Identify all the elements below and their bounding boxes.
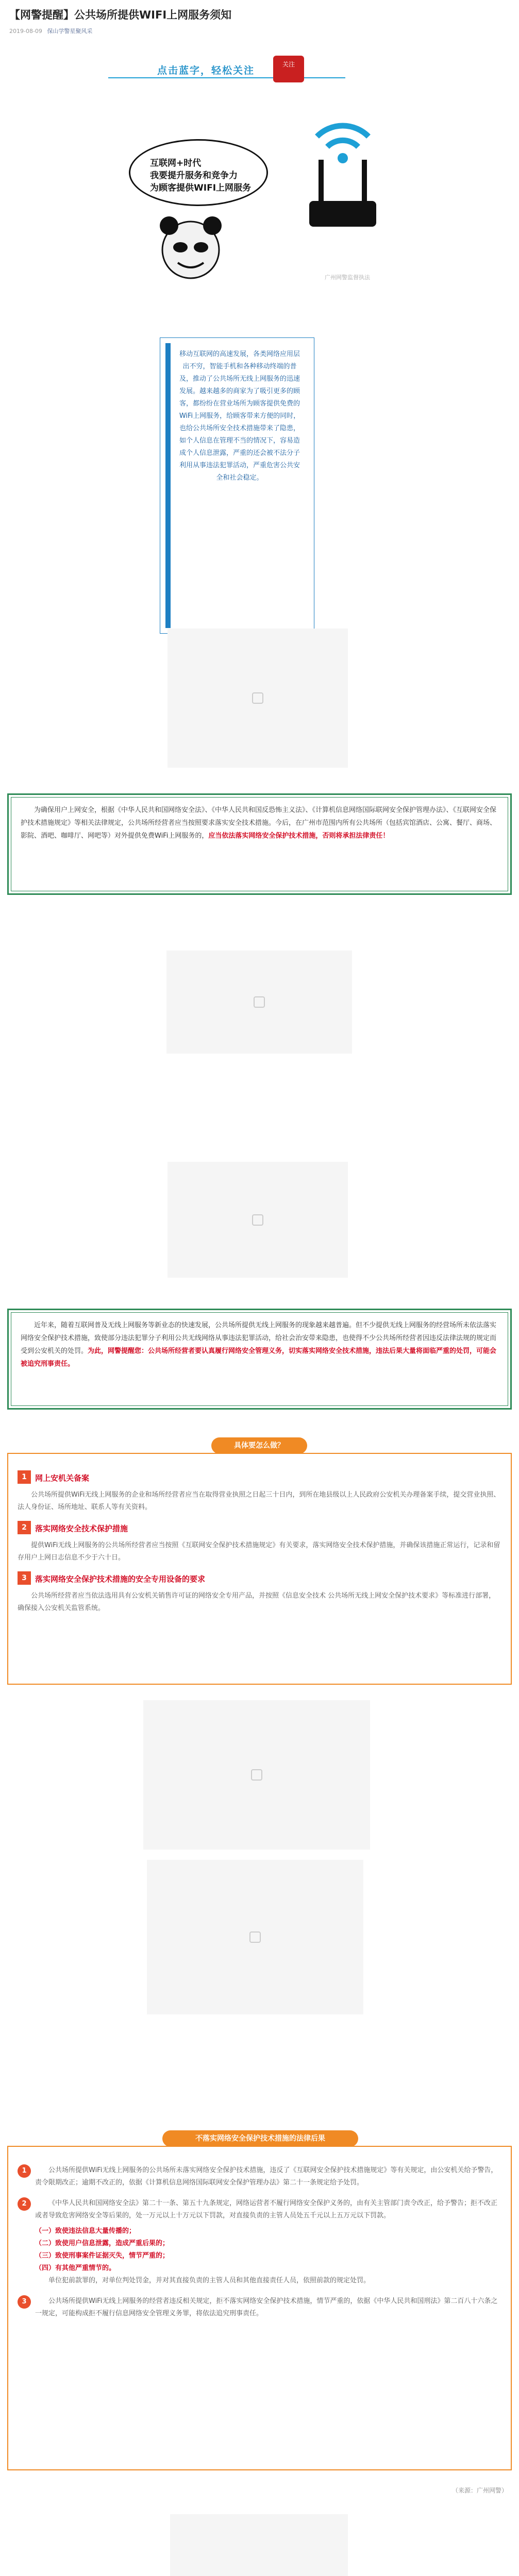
hero-image [124, 93, 423, 289]
wifi-icon [309, 108, 376, 165]
law-item-1 [18, 2164, 501, 2189]
image-icon [252, 1214, 263, 1226]
step-label-2: 落实网络安全技术保护措施 [35, 1524, 128, 1533]
qr-code-image [170, 2514, 348, 2576]
step-label-1: 网上安机关备案 [35, 1473, 90, 1483]
notice-1-body: 为确保用户上网安全，根据《中华人民共和国网络安全法》、《中华人民共和国反恐怖主义法》、《计算机信息网络国际联网安全保护管理办法》、《互联网安全保护技术措施规定》等相关法律规定，公共场所经营者应当按照要求落实安全技术措施。今后，在广州市范围内所有公共场所（包括宾馆酒店、公寓、餐厅、商场、影院、酒吧、咖啡厅、网吧等）对外提供免费WiFi上网服务的， [21, 806, 497, 840]
router-icon [309, 201, 376, 227]
law-text-1: 公共场所提供WiFi无线上网服务的公共场所未落实网络安全保护技术措施，违反了《互联网安全保护技术措施规定》等有关规定，由公安机关给予警告，责令限期改正；逾期不改正的，依据《计算机信息网络国际联网安全保护管理办法》第二十一条规定给予处罚。 [35, 2166, 498, 2187]
notice-1-text [21, 804, 498, 842]
follow-tag [273, 56, 304, 82]
image-placeholder [168, 1162, 348, 1278]
router-antenna-right [362, 160, 367, 206]
image-icon [251, 1769, 262, 1781]
image-icon [254, 996, 265, 1008]
section-steps-header: 具体要怎么做？ [211, 1437, 307, 1454]
notice-box-1 [7, 793, 512, 895]
law-number-3: 3 [18, 2295, 31, 2309]
article-meta [9, 27, 92, 35]
intro-box [160, 337, 314, 634]
bubble-line-1: 互联网+时代 [150, 158, 202, 168]
notice-2-highlight: 为此，网警提醒您：公共场所经营者要认真履行网络安全管理义务，切实落实网络安全技术措施，违法后果大量将面临严重的处罚，可能会被追究刑事责任。 [21, 1347, 497, 1368]
law-number-2: 2 [18, 2197, 31, 2211]
notice-box-2 [7, 1309, 512, 1410]
page-title: 【网警提醒】公共场所提供WIFI上网服务须知 [9, 9, 232, 21]
law-text-2-after: 单位犯前款罪的，对单位判处罚金，并对其直接负责的主管人员和其他直接责任人员，依照前款的规定处罚。 [48, 2277, 371, 2284]
law-number-1: 1 [18, 2164, 31, 2178]
image-placeholder [166, 951, 352, 1054]
law-text-2: 《中华人民共和国网络安全法》第二十一条、第五十九条规定，网络运营者不履行网络安全保护义务的，由有关主管部门责令改正，给予警告；拒不改正或者导致危害网络安全等后果的，处一万元以上十万元以下罚款，对直接负责的主管人员处五千元以上五万元以下罚款。 [35, 2199, 498, 2219]
notice-1-highlight: 应当依法落实网络安全保护技术措施，否则将承担法律责任！ [208, 832, 390, 840]
hero-watermark: 广州网警监督执法 [325, 274, 370, 281]
section-law-header: 不落实网络安全保护技术措施的法律后果 [162, 2130, 358, 2147]
law-box [7, 2146, 512, 2470]
image-placeholder [143, 1700, 370, 1850]
step-text-2: 提供WiFi无线上网服务的公共场所经营者应当按照《互联网安全保护技术措施规定》有关要求，落实网络安全技术保护措施，并确保该措施正常运行，记录和留存用户上网日志信息不少于六十日。 [18, 1541, 500, 1562]
speech-bubble [129, 139, 268, 206]
image-icon [249, 1931, 261, 1943]
notice-box-2-inner [11, 1312, 508, 1406]
image-icon [252, 692, 263, 704]
intro-paragraph: 移动互联网的高速发展，各类网络应用层出不穷，智能手机和各种移动终端的普及，推动了公共场所无线上网服务的迅速发展。越来越多的商家为了吸引更多的顾客，都纷纷在营业场所为顾客提供免费的WiFi上网服务，给顾客带来方便的同时，也给公共场所安全技术措施带来了隐患，如个人信息在管理不当的情况下，容易造成个人信息泄露，严重的还会被不法分子利用从事违法犯罪活动，严重危害公共安全和社会稳定。 [179, 350, 300, 482]
follow-banner[interactable] [108, 56, 345, 83]
publish-date: 2019-08-09 [9, 28, 42, 35]
law-point-1: （一）致使违法信息大量传播的； [35, 2227, 136, 2235]
step-number-1: 1 [18, 1470, 31, 1484]
step-text-3: 公共场所经营者应当依法选用具有公安机关销售许可证的网络安全专用产品，并按照《信息安全技术 公共场所无线上网安全保护技术要求》等标准进行部署，确保接入公安机关监管系统。 [18, 1592, 496, 1612]
law-point-3: （三）致使刑事案件证据灭失，情节严重的； [35, 2252, 170, 2260]
law-item-3 [18, 2295, 501, 2320]
step-heading-3 [18, 1569, 501, 1587]
law-item-2 [18, 2197, 501, 2287]
bubble-line-2: 我要提升服务和竞争力 [150, 171, 238, 181]
law-point-4: （四）有其他严重情节的。 [35, 2264, 116, 2272]
step-heading-2 [18, 1519, 501, 1536]
bubble-line-3: 为顾客提供WIFI上网服务 [150, 183, 252, 193]
notice-box-1-inner [11, 797, 508, 891]
image-placeholder [147, 1860, 363, 2014]
step-number-2: 2 [18, 1521, 31, 1534]
notice-2-body: 近年来，随着互联网普及无线上网服务等新业态的快速发展，公共场所提供无线上网服务的现象越来越普遍。但不少提供无线上网服务的经营场所未依法落实网络安全保护技术措施，致使部分违法犯罪分子利用公共无线网络从事违法犯罪活动，给社会治安带来隐患，也使得不少公共场所经营者因违反法律法规的规定而受到公安机关的处罚。 [21, 1321, 497, 1355]
step-text-1: 公共场所提供WiFi无线上网服务的企业和场所经营者应当在取得营业执照之日起三十日内，到所在地县级以上人民政府公安机关办理备案手续，提交营业执照、法人身份证、场所地址、联系人等有关资料。 [18, 1491, 500, 1511]
step-label-3: 落实网络安全保护技术措施的安全专用设备的要求 [35, 1574, 206, 1584]
follow-tag-label: 关注 [282, 61, 295, 68]
article-source: （来源：广州网警） [451, 2487, 508, 2494]
step-heading-1 [18, 1468, 501, 1486]
intro-inner [165, 343, 309, 628]
panda-meme-icon [155, 211, 227, 283]
image-placeholder [168, 629, 348, 768]
steps-box [7, 1453, 512, 1685]
step-number-3: 3 [18, 1571, 31, 1585]
router-antenna-left [319, 160, 324, 206]
account-link[interactable]: 保山学警星聚风采 [47, 28, 93, 35]
follow-text: 点击蓝字，轻松关注 [157, 65, 255, 76]
notice-2-text [21, 1319, 498, 1370]
law-point-2: （二）致使用户信息泄露，造成严重后果的； [35, 2240, 170, 2247]
law-text-3: 公共场所提供WiFi无线上网服务的经营者违反相关规定，拒不落实网络安全保护技术措施，情节严重的，依据《中华人民共和国刑法》第二百八十六条之一规定，可能构成拒不履行信息网络安全管理义务罪，将依法追究刑事责任。 [35, 2297, 498, 2317]
banner-line [108, 77, 345, 78]
